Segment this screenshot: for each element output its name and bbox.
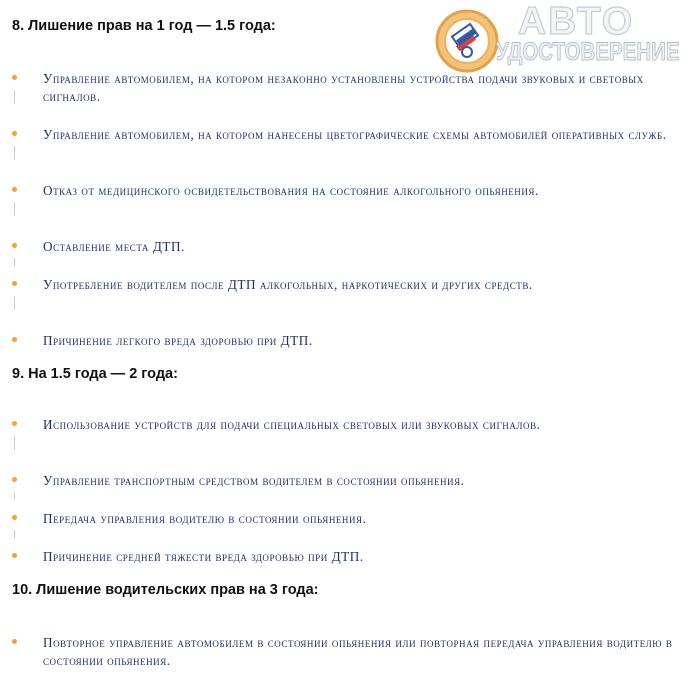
logo-title: АВТО bbox=[518, 0, 635, 43]
list-item: Управление автомобилем, на котором нанесены цветографические схемы автомобилей оперативных служб. bbox=[12, 126, 694, 144]
bullet-connector bbox=[14, 296, 15, 310]
logo-subtitle: УДОСТОВЕРЕНИЕ bbox=[496, 38, 680, 66]
logo-emblem-icon bbox=[432, 6, 502, 76]
bullet-icon bbox=[12, 281, 17, 286]
list-item: Управление транспортным средством водителем в состоянии опьянения. bbox=[12, 472, 694, 490]
logo bbox=[432, 0, 680, 76]
bullet-connector bbox=[14, 90, 15, 104]
bullet-icon bbox=[12, 639, 17, 644]
list-item: Использование устройств для подачи специальных световых или звуковых сигналов. bbox=[12, 416, 694, 434]
list-item: Повторное управление автомобилем в состоянии опьянения или повторная передача управления водителю в состоянии опьянения. bbox=[12, 634, 694, 670]
list-item: Отказ от медицинского освидетельствования на состояние алкогольного опьянения. bbox=[12, 182, 694, 200]
list-item: Передача управления водителю в состоянии опьянения. bbox=[12, 510, 694, 528]
bullet-icon bbox=[12, 75, 17, 80]
bullet-connector bbox=[14, 146, 15, 160]
bullet-connector bbox=[14, 530, 15, 538]
bullet-icon bbox=[12, 553, 17, 558]
list-item: Управление автомобилем, на котором незаконно установлены устройства подачи звуковых и световых сигналов. bbox=[12, 70, 694, 106]
bullet-connector bbox=[14, 492, 15, 500]
section-heading: 10. Лишение водительских прав на 3 года: bbox=[12, 582, 319, 598]
bullet-icon bbox=[12, 421, 17, 426]
list-item: Причинение легкого вреда здоровью при ДТП. bbox=[12, 332, 694, 350]
bullet-icon bbox=[12, 243, 17, 248]
section-heading: 8. Лишение прав на 1 год — 1.5 года: bbox=[12, 18, 276, 34]
bullet-connector bbox=[14, 258, 15, 266]
bullet-icon bbox=[12, 131, 17, 136]
bullet-connector bbox=[14, 436, 15, 450]
list-item: Употребление водителем после ДТП алкогольных, наркотических и других средств. bbox=[12, 276, 694, 294]
bullet-icon bbox=[12, 477, 17, 482]
list-item: Оставление места ДТП. bbox=[12, 238, 694, 256]
section-heading: 9. На 1.5 года — 2 года: bbox=[12, 366, 178, 382]
list-item: Причинение средней тяжести вреда здоровью при ДТП. bbox=[12, 548, 694, 566]
bullet-icon bbox=[12, 515, 17, 520]
bullet-icon bbox=[12, 337, 17, 342]
bullet-icon bbox=[12, 187, 17, 192]
bullet-connector bbox=[14, 202, 15, 216]
